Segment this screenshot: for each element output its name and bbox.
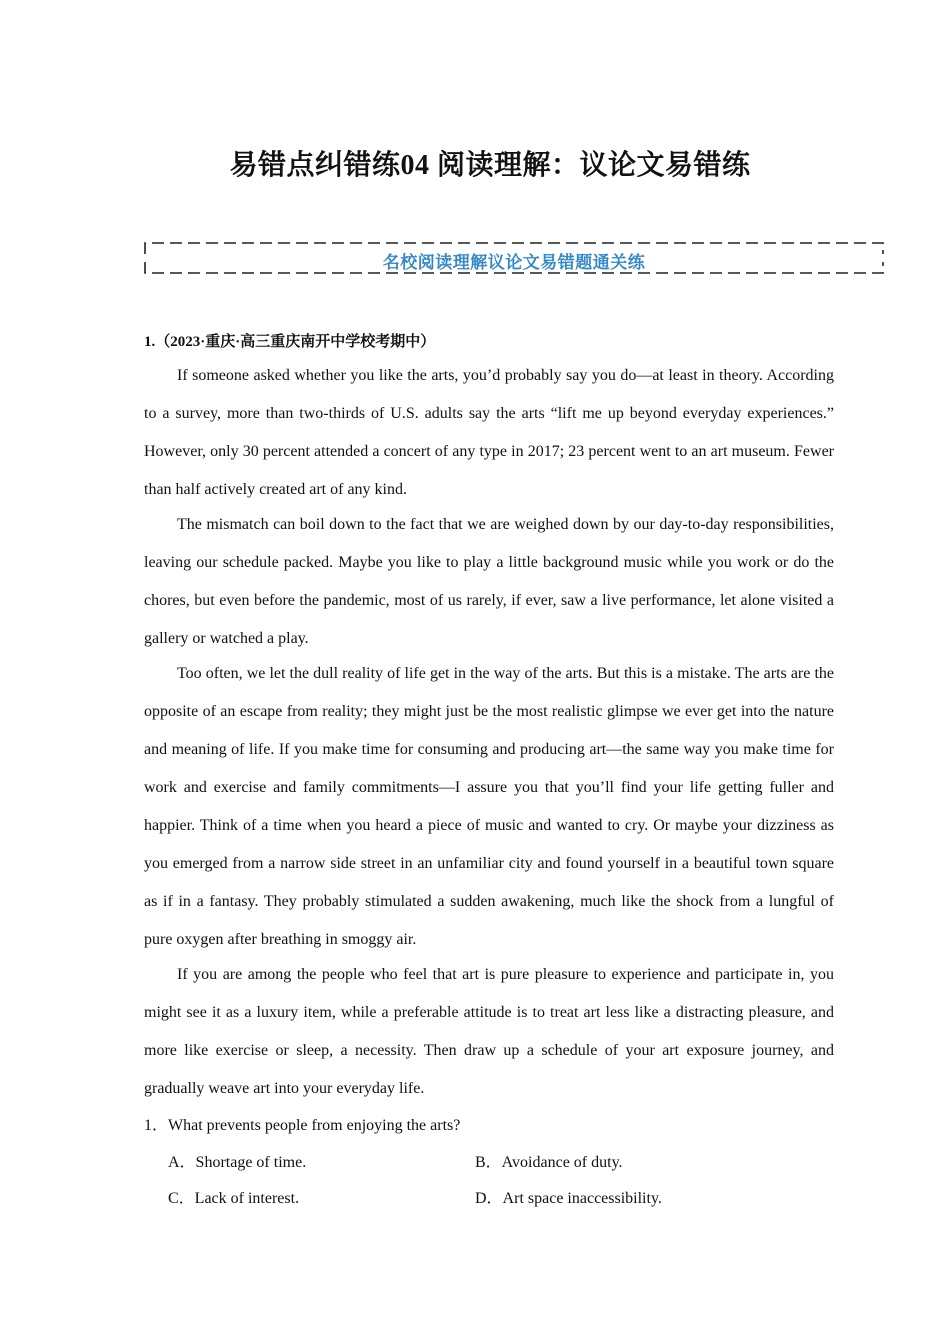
section-banner [144, 242, 884, 274]
document-title: 易错点纠错练04 阅读理解：议论文易错练 [229, 150, 751, 181]
banner-title: 名校阅读理解议论文易错题通关练 [382, 253, 646, 273]
reading-passage [144, 357, 834, 1105]
passage-paragraph-2: The mismatch can boil down to the fact that we are weighed down by our day-to-day responsibilities, leaving our schedule packed. Maybe you like to play a little background music while you work or do the chores, but even before the pandemic, most of us rarely, if ever, saw a live performance, let alone visited a gallery or watched a play. [144, 516, 834, 647]
question-source: 1.（2023·重庆·高三重庆南开中学校考期中） [144, 334, 436, 350]
option-d[interactable]: D．Art space inaccessibility. [475, 1190, 662, 1207]
option-a[interactable]: A．Shortage of time. [168, 1154, 307, 1171]
question-stem: 1．What prevents people from enjoying the arts? [144, 1117, 461, 1134]
passage-paragraph-4: If you are among the people who feel that art is pure pleasure to experience and participate in, you might see it as a luxury item, while a preferable attitude is to treat art less like a distracting pleasure, and more like exercise or sleep, a necessity. Then draw up a schedule of your art exposure journey, and gradually weave art into your everyday life. [144, 966, 834, 1097]
option-b[interactable]: B．Avoidance of duty. [475, 1154, 623, 1171]
passage-paragraph-1: If someone asked whether you like the arts, you’d probably say you do—at least in theory. According to a survey, more than two-thirds of U.S. adults say the arts “lift me up beyond everyday experiences.” However, only 30 percent attended a concert of any type in 2017; 23 percent went to an art museum. Fewer than half actively created art of any kind. [144, 367, 834, 498]
option-c[interactable]: C．Lack of interest. [168, 1190, 300, 1207]
passage-paragraph-3: Too often, we let the dull reality of life get in the way of the arts. But this is a mistake. The arts are the opposite of an escape from reality; they might just be the most realistic glimpse we ever get into the nature and meaning of life. If you make time for consuming and producing art—the same way you make time for work and exercise and family commitments—I assure you that you’ll find your life getting fuller and happier. Think of a time when you heard a piece of music and wanted to cry. Or maybe your dizziness as you emerged from a narrow side street in an unfamiliar city and found yourself in a beautiful town square as if in a fantasy. They probably stimulated a sudden awakening, much like the shock from a lungful of pure oxygen after breathing in smoggy air. [144, 665, 834, 948]
